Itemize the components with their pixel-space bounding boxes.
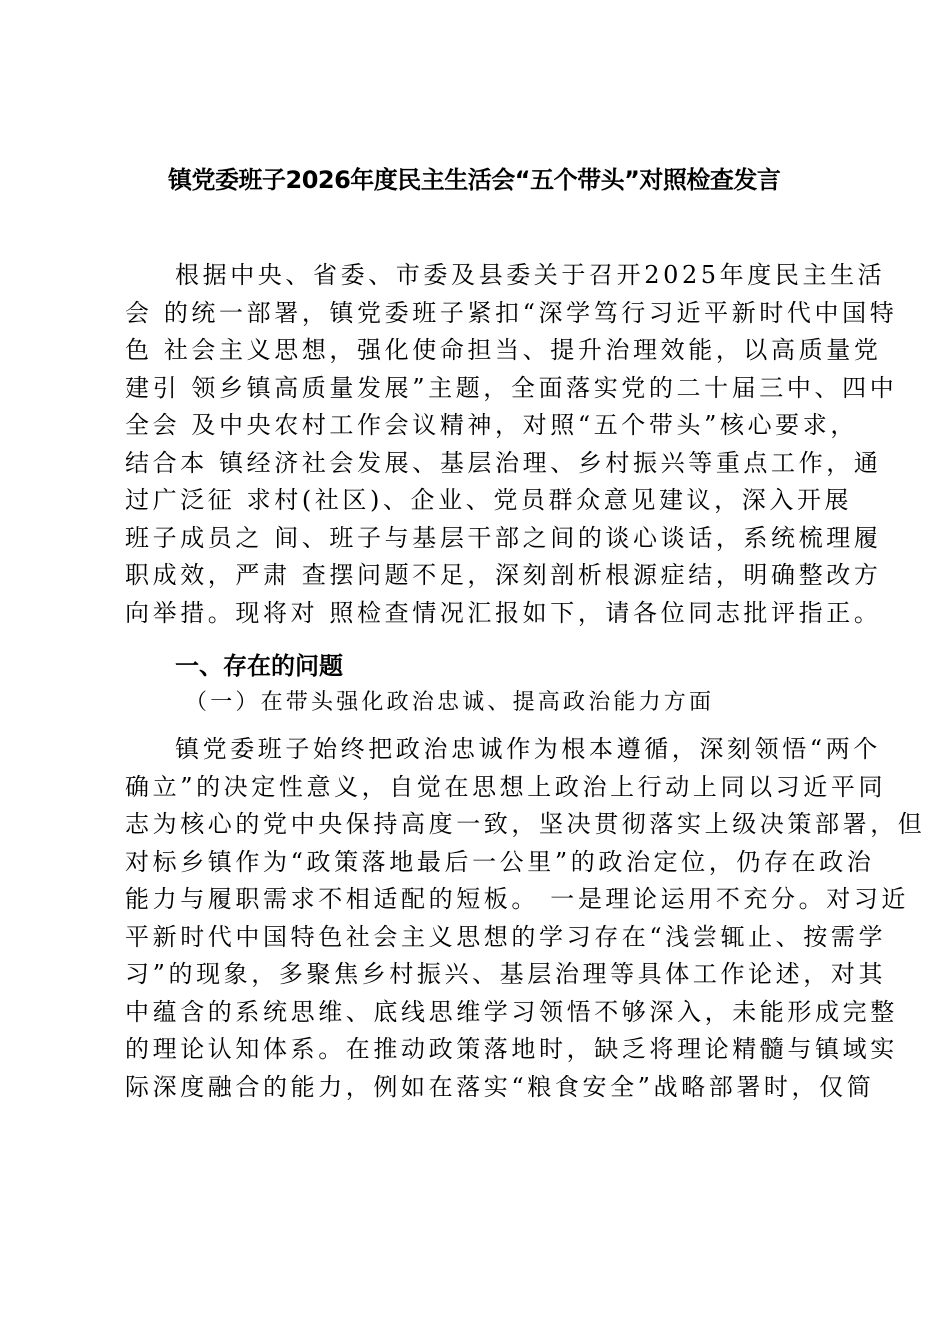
text-line: 习”的现象，多聚焦乡村振兴、基层治理等具体工作论述，对其 [125, 960, 887, 988]
text-line: 全会 及中央农村工作会议精神，对照“五个带头”核心要求， [125, 411, 858, 439]
text-line: 的理论认知体系。在推动政策落地时，缺乏将理论精髓与镇域实 [125, 1035, 898, 1063]
text-line: 中蕴含的系统思维、底线思维学习领悟不够深入，未能形成完整 [125, 997, 898, 1026]
text-line: 根据中央、省委、市委及县委关于召开2025年度民主生活 [175, 261, 886, 289]
text-line: 能力与履职需求不相适配的短板。 一是理论运用不充分。对习近 [125, 885, 910, 913]
text-line: 际深度融合的能力，例如在落实“粮食安全”战略部署时，仅简 [125, 1072, 875, 1101]
text-line: 职成效，严肃 查摆问题不足，深刻剖析根源症结，明确整改方 [125, 561, 882, 589]
text-line: 结合本 镇经济社会发展、基层治理、乡村振兴等重点工作，通 [125, 448, 882, 477]
subsection-heading: （一）在带头强化政治忠诚、提高政治能力方面 [185, 690, 715, 715]
text-line: 志为核心的党中央保持高度一致，坚决贯彻落实上级决策部署，但 [125, 810, 926, 838]
text-line: 平新时代中国特色社会主义思想的学习存在“浅尝辄止、按需学 [125, 922, 887, 951]
text-line: 班子成员之 间、班子与基层干部之间的谈心谈话，系统梳理履 [125, 523, 882, 552]
text-line: 会 的统一部署，镇党委班子紧扣“深学笃行习近平新时代中国特 [125, 298, 898, 327]
text-line: 对标乡镇作为“政策落地最后一公里”的政治定位，仍存在政治 [125, 847, 875, 876]
text-line: 过广泛征 求村(社区)、企业、党员群众意见建议，深入开展 [125, 486, 853, 514]
text-line: 镇党委班子始终把政治忠诚作为根本遵循，深刻领悟“两个 [175, 735, 881, 763]
document-title: 镇党委班子2026年度民主生活会“五个带头”对照检查发言 [168, 166, 781, 194]
text-line: 确立”的决定性意义，自觉在思想上政治上行动上同以习近平同 [125, 772, 887, 801]
text-line: 色 社会主义思想，强化使命担当、提升治理效能，以高质量党 [125, 336, 882, 364]
text-line: 向举措。现将对 照检查情况汇报如下，请各位同志批评指正。 [125, 598, 882, 627]
section-heading: 一、存在的问题 [175, 652, 343, 680]
text-line: 建引 领乡镇高质量发展”主题，全面落实党的二十届三中、四中 [125, 373, 898, 402]
